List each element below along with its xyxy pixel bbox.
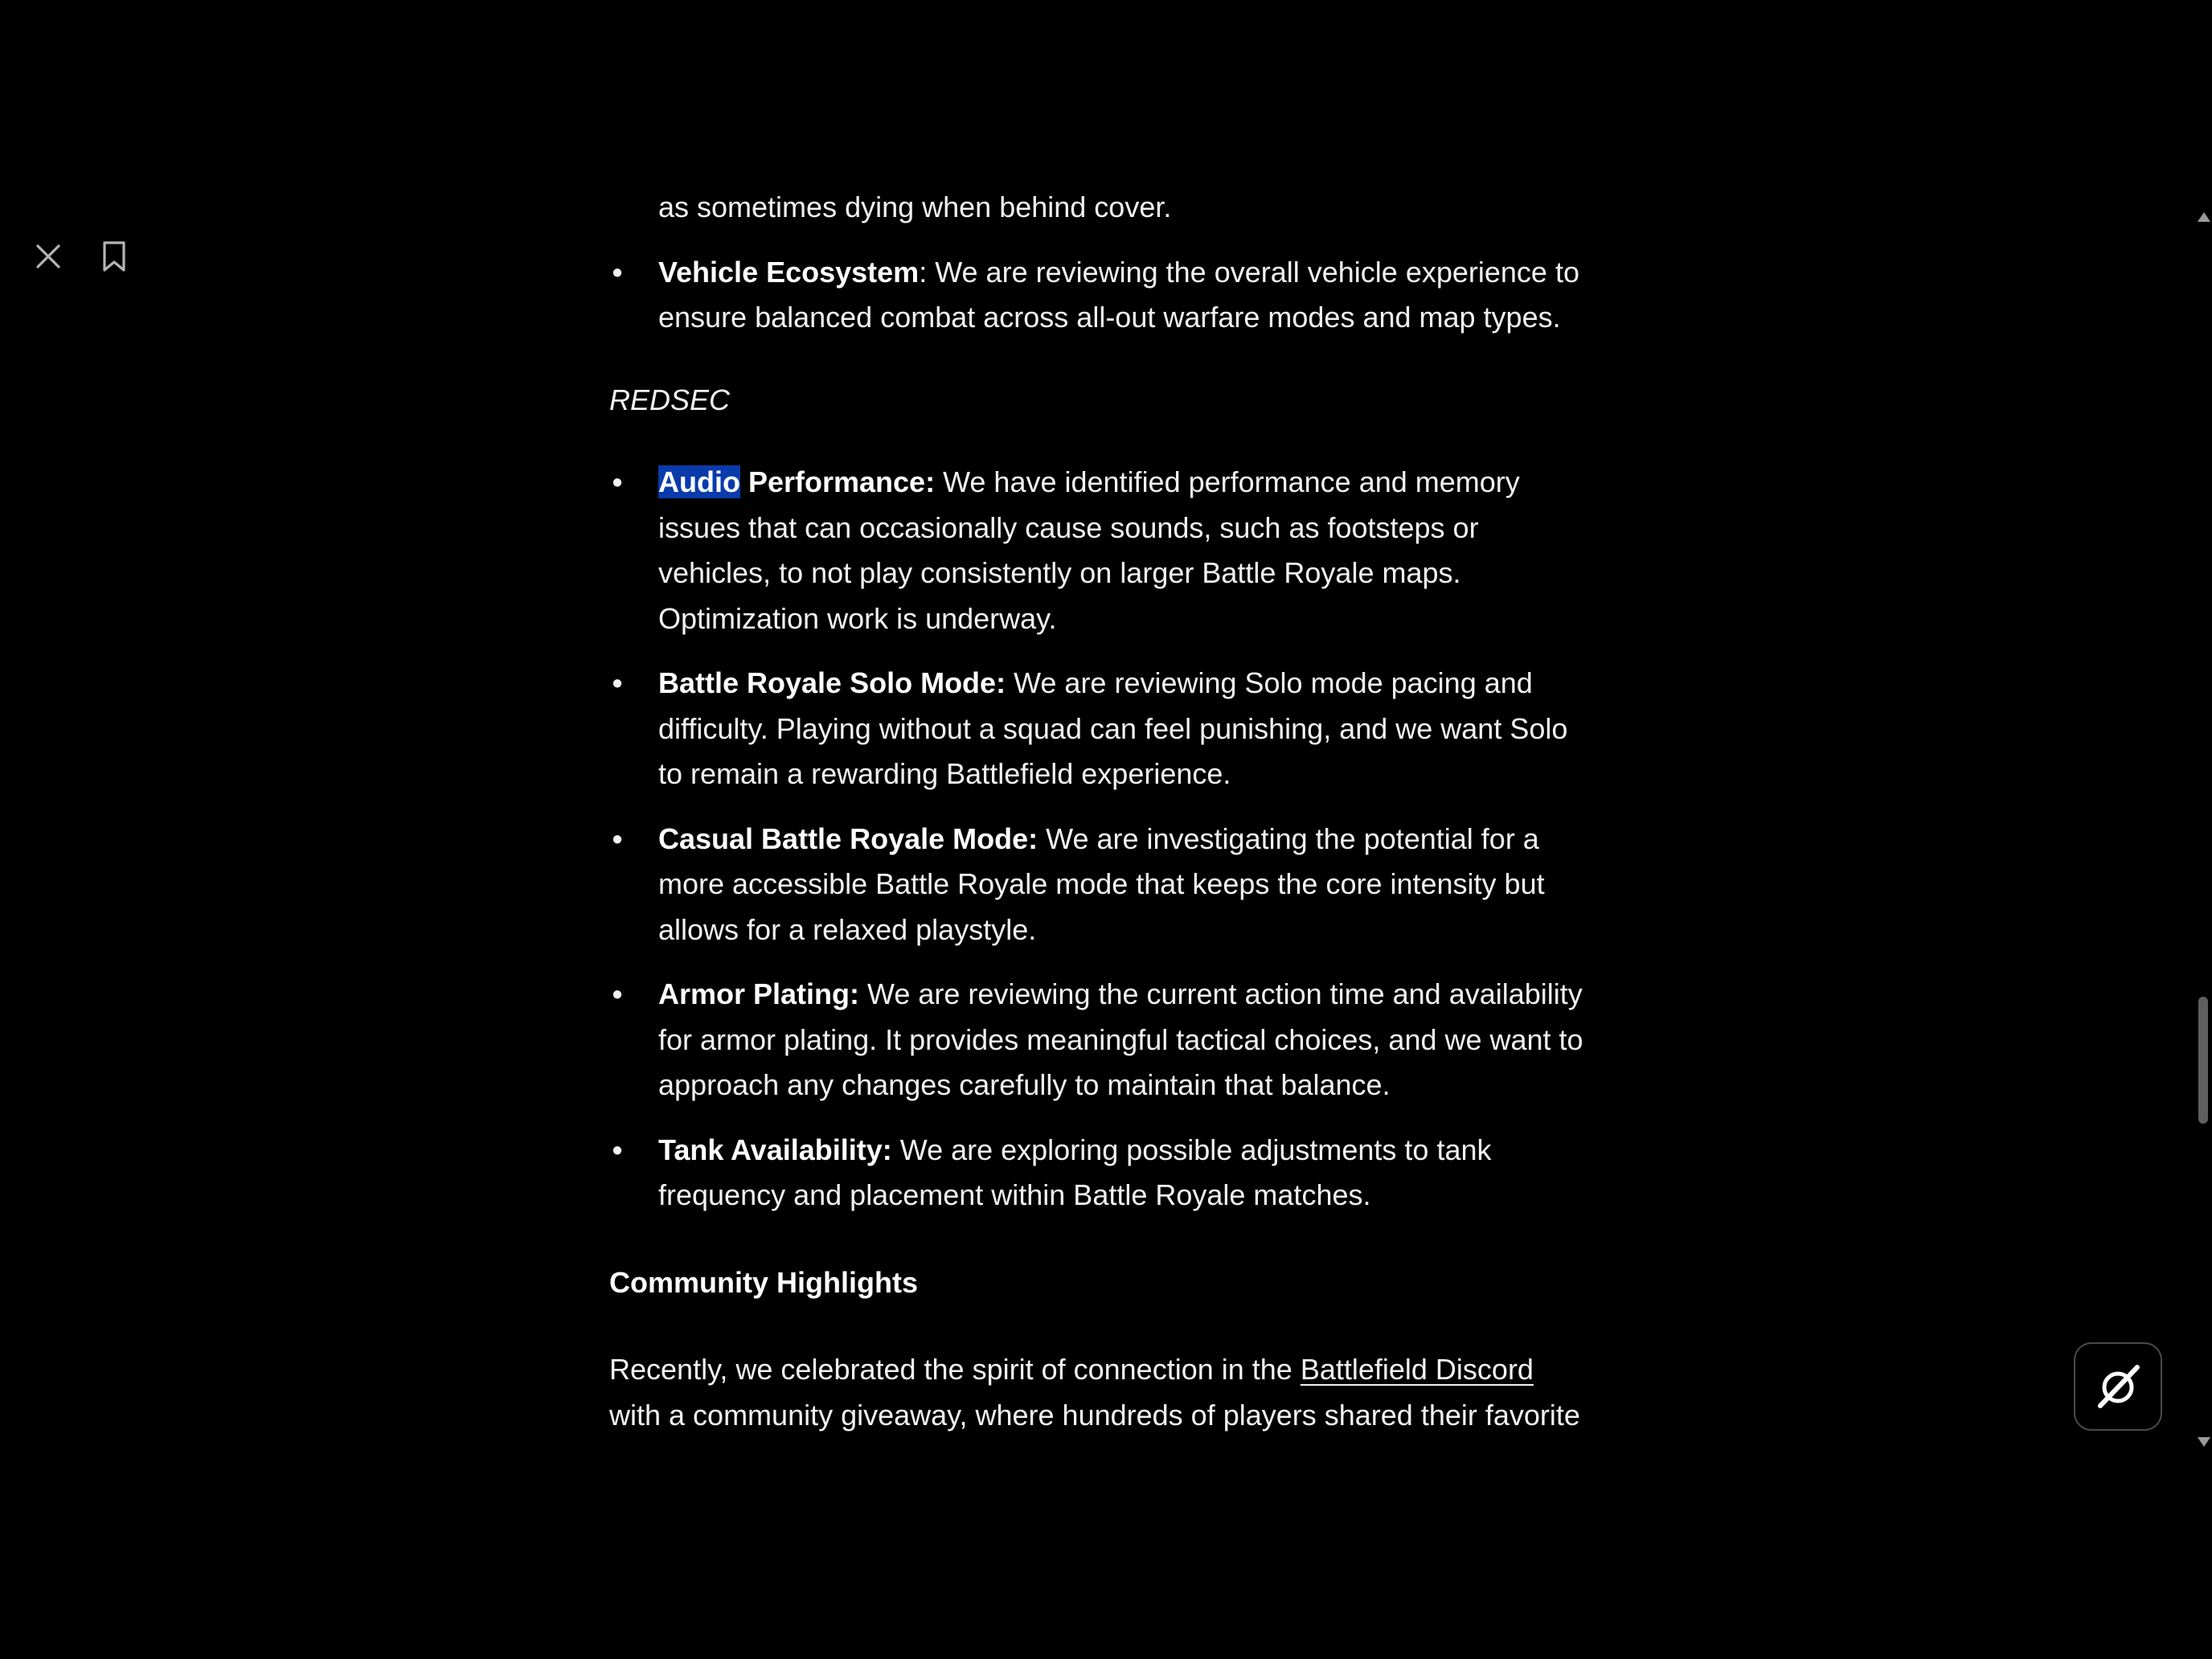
bullet-dot: • [612, 977, 623, 1010]
item-title: Battle Royale Solo Mode: [658, 666, 1006, 699]
bullet-dot: • [612, 255, 623, 289]
bullet-dot: • [612, 1133, 623, 1166]
selected-text[interactable]: Audio [658, 465, 740, 498]
list-item-solo-mode [609, 661, 1590, 797]
scroll-up-arrow-icon[interactable] [2198, 212, 2210, 222]
paragraph-text: with a community giveaway, where hundreds of players shared their favorite [609, 1398, 1580, 1432]
item-title: Vehicle Ecosystem [658, 255, 920, 289]
article-body [609, 185, 1590, 1438]
item-title: Casual Battle Royale Mode: [658, 821, 1038, 855]
list-item-tank-availability [609, 1128, 1590, 1219]
list-item-armor-plating [609, 972, 1590, 1108]
section-title-redsec: REDSEC [609, 383, 731, 416]
bullet-dot: • [612, 666, 623, 699]
list-item-audio-performance [609, 460, 1590, 641]
item-title: Tank Availability: [658, 1133, 892, 1166]
item-title: Performance: [739, 465, 936, 498]
bullet-list [609, 185, 1590, 341]
continuation-text: as sometimes dying when behind cover. [658, 190, 1172, 223]
item-text: We are exploring possible adjustments to tank frequency and placement within Battle Royale matches. [658, 1133, 1492, 1211]
bullet-dot: • [612, 465, 623, 498]
bullet-dot: • [612, 821, 623, 855]
redsec-list [609, 460, 1590, 1219]
list-item-casual-mode [609, 817, 1590, 953]
list-item-continuation [609, 185, 1590, 231]
item-text: We are reviewing the current action time and availability for armor plating. It provides meaningful tactical choices, and we want to approach any changes carefully to maintain that balance. [658, 977, 1583, 1101]
item-text: We are reviewing Solo mode pacing and difficulty. Playing without a squad can feel punishing, and we want Solo to remain a rewarding Battlefield experience. [658, 666, 1568, 790]
item-text: We have identified performance and memory issues that can occasionally cause sounds, such as footsteps or vehicles, to not play consistently on larger Battle Royale maps. Optimization work is underway. [658, 465, 1520, 635]
item-title: Armor Plating: [658, 977, 860, 1010]
section-title-community: Community Highlights [609, 1265, 918, 1299]
vertical-scrollbar[interactable] [2194, 207, 2212, 1452]
paragraph-text: Recently, we celebrated the spirit of connection in the [609, 1353, 1301, 1386]
list-item-vehicle-ecosystem [609, 250, 1590, 341]
item-text: We are investigating the potential for a more accessible Battle Royale mode that keeps the core intensity but allows for a relaxed playstyle. [658, 821, 1545, 946]
reader-viewport[interactable] [0, 190, 2194, 1452]
scroll-down-arrow-icon[interactable] [2198, 1437, 2210, 1447]
battlefield-discord-link[interactable]: Battlefield Discord [1300, 1353, 1534, 1386]
community-paragraph [609, 1347, 1590, 1438]
scroll-thumb[interactable] [2198, 997, 2208, 1124]
brand-slash-icon [2092, 1361, 2144, 1412]
item-text: : We are reviewing the overall vehicle experience to ensure balanced combat across all-out warfare modes and map types. [658, 255, 1579, 334]
floating-action-button[interactable] [2074, 1342, 2162, 1431]
